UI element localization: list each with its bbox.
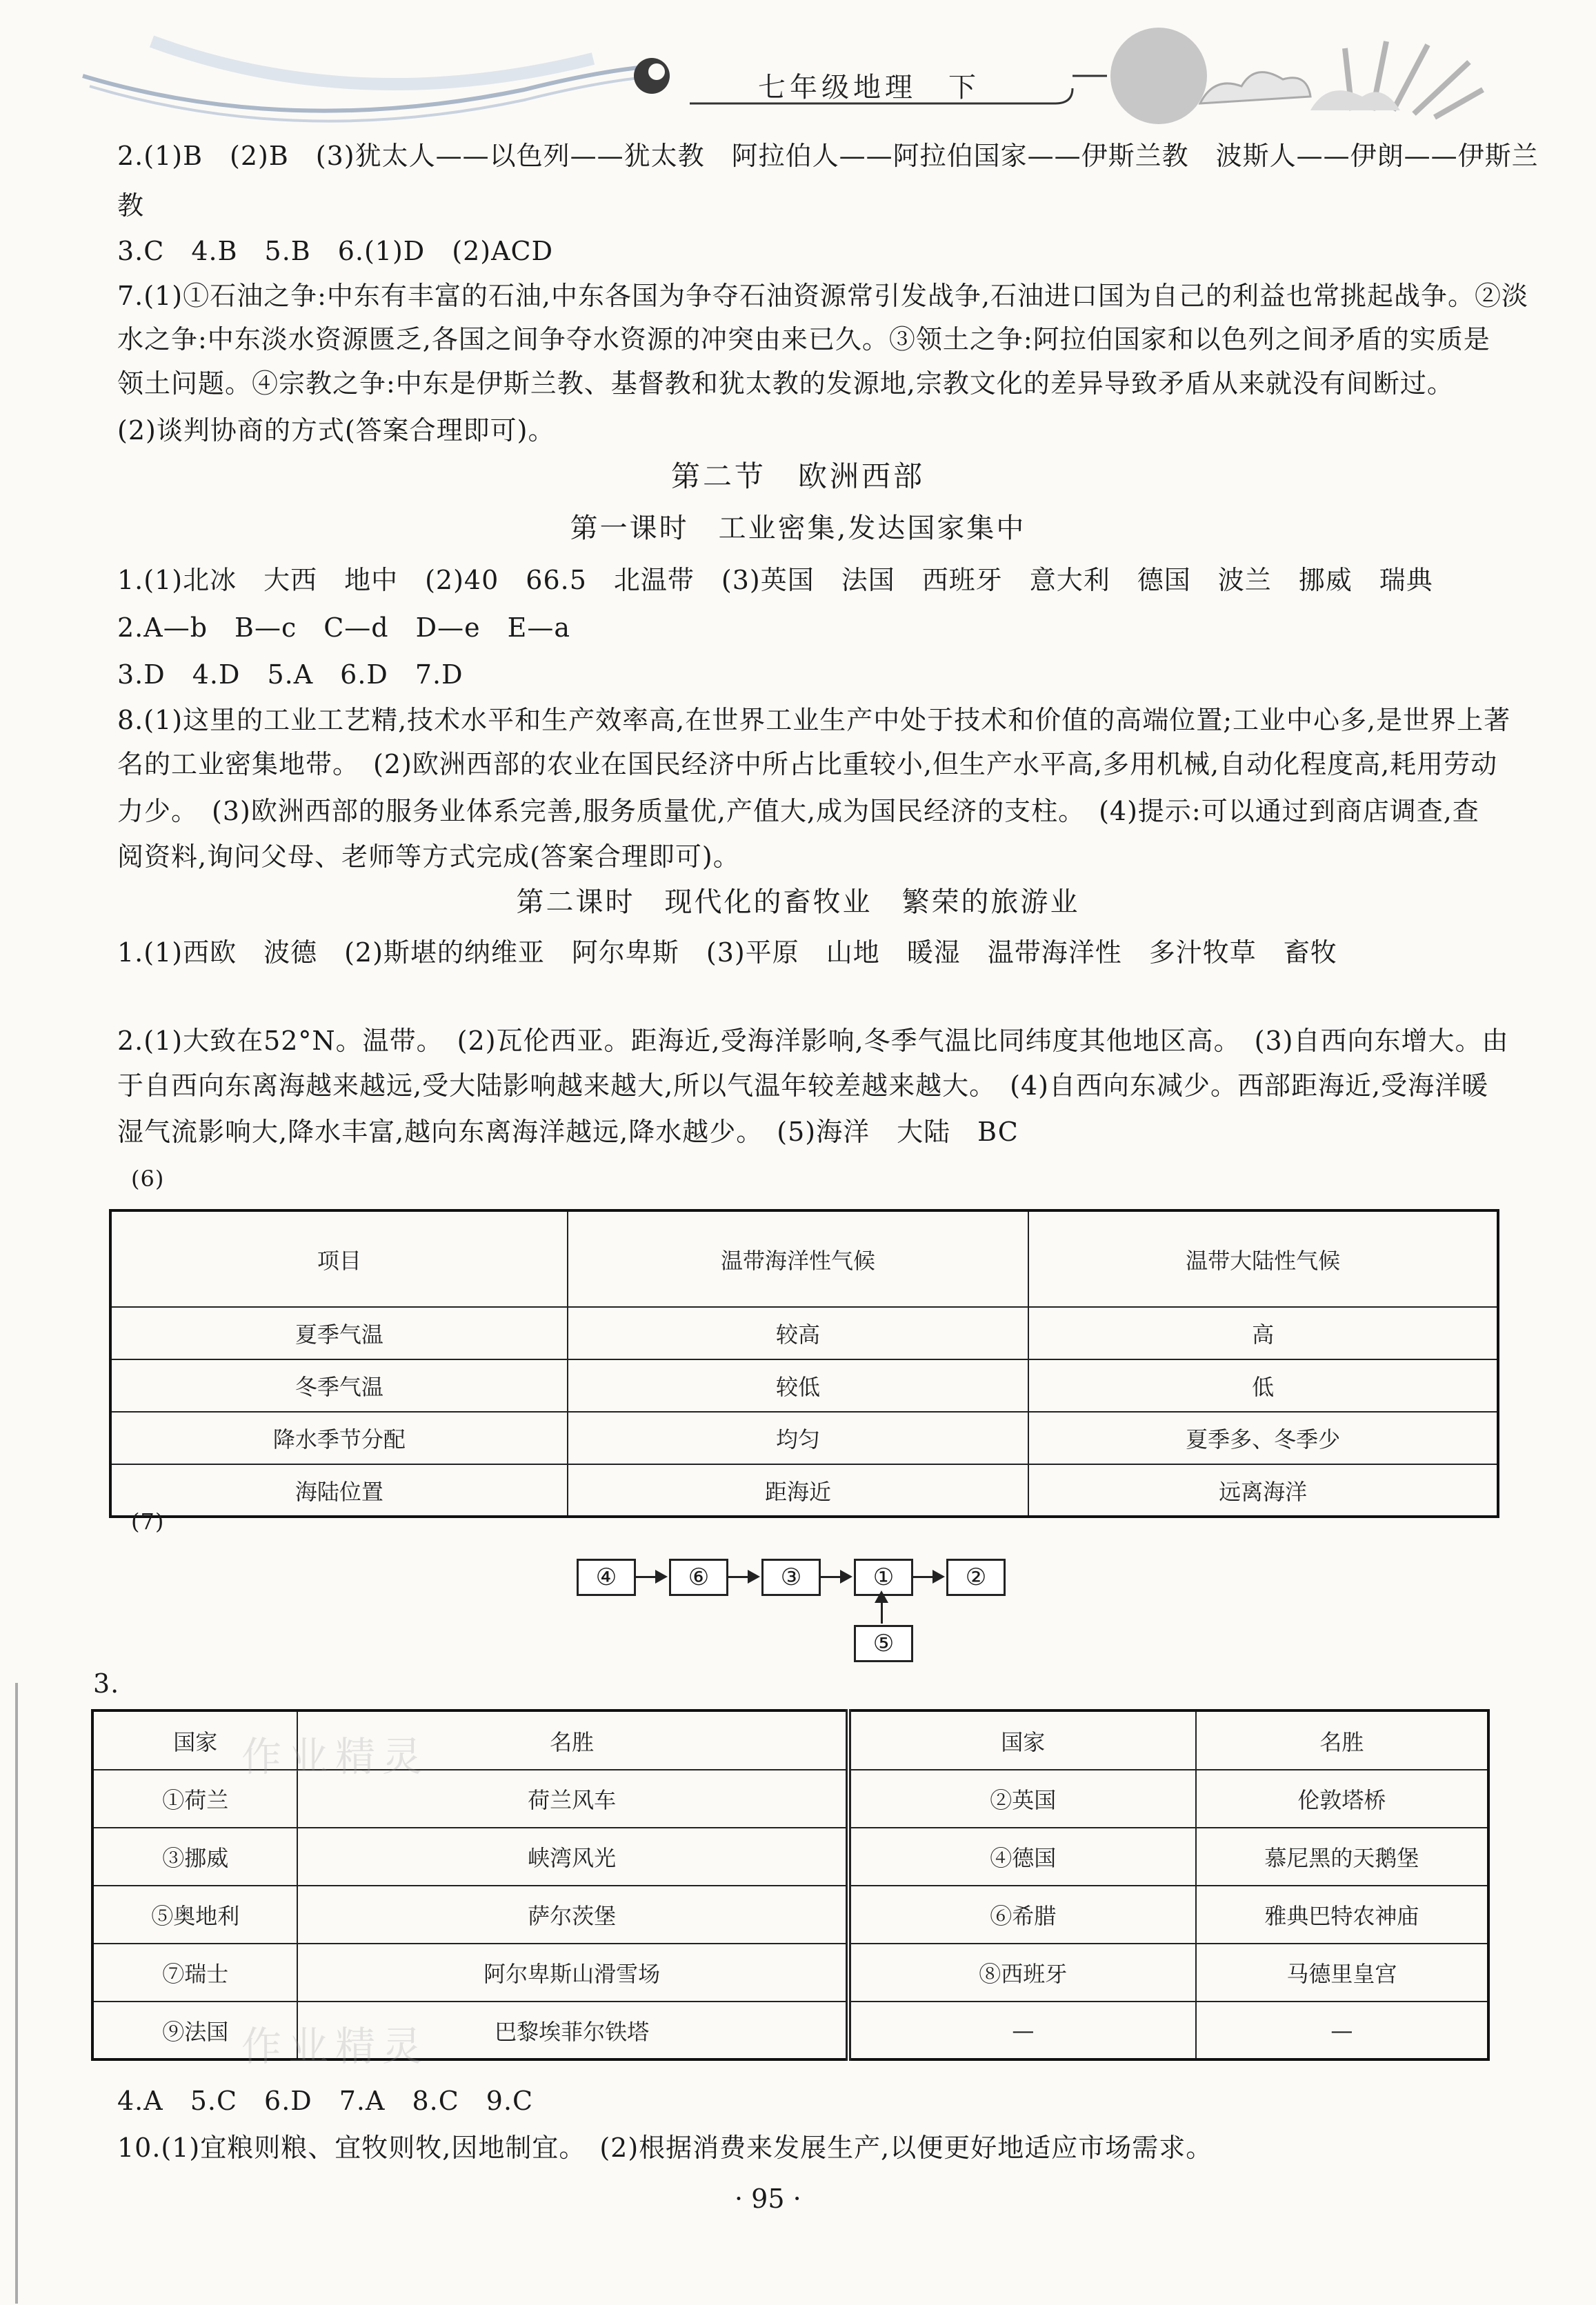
table-cell: 降水季节分配 (110, 1412, 568, 1464)
table-cell: 高 (1028, 1307, 1498, 1359)
table-cell: ⑦瑞士 (92, 1944, 297, 2002)
answer-line: 1.(1)北冰 大西 地中 (2)40 66.5 北温带 (3)英国 法国 西班牙 意大利 德国 波兰 挪威 瑞典 (117, 565, 1433, 595)
table-cell: 马德里皇宫 (1196, 1944, 1488, 2002)
climate-comparison-table (109, 1209, 1499, 1518)
table-header: 国家 (848, 1710, 1196, 1770)
answer-line: 教 (117, 190, 145, 221)
table-header: 温带大陆性气候 (1028, 1210, 1498, 1307)
table-cell: 较高 (568, 1307, 1029, 1359)
table-cell: ⑨法国 (92, 2002, 297, 2059)
flow-box: ⑤ (854, 1625, 913, 1662)
table-cell: 夏季气温 (110, 1307, 568, 1359)
flow-box: ① (854, 1559, 913, 1596)
answer-line: 4.A 5.C 6.D 7.A 8.C 9.C (117, 2086, 534, 2116)
table-cell: — (1196, 2002, 1488, 2059)
answer-line: 湿气流影响大,降水丰富,越向东离海洋越远,降水越少。 (5)海洋 大陆 BC (117, 1117, 1019, 1147)
answer-line: 2.(1)大致在52°N。温带。 (2)瓦伦西亚。距海近,受海洋影响,冬季气温比同纬度其他地区高。 (3)自西向东增大。由 (117, 1026, 1509, 1056)
arrow-right-icon (728, 1576, 757, 1578)
watermark: 作业精灵 (241, 2023, 430, 2070)
table-cell: — (848, 2002, 1196, 2059)
book-title: 七年级地理 下 (758, 72, 980, 103)
table-cell: 均匀 (568, 1412, 1029, 1464)
table-cell: 距海近 (568, 1464, 1029, 1517)
table-cell: ③挪威 (92, 1828, 297, 1886)
table-cell: 峡湾风光 (297, 1828, 848, 1886)
table-cell: 雅典巴特农神庙 (1196, 1886, 1488, 1944)
answer-line: 3.C 4.B 5.B 6.(1)D (2)ACD (117, 236, 554, 266)
table-cell: 夏季多、冬季少 (1028, 1412, 1498, 1464)
table-cell: 慕尼黑的天鹅堡 (1196, 1828, 1488, 1886)
table-cell: 海陆位置 (110, 1464, 568, 1517)
table-cell: ④德国 (848, 1828, 1196, 1886)
page-number: · 95 · (735, 2184, 801, 2214)
answer-line: 领土问题。④宗教之争:中东是伊斯兰教、基督教和犹太教的发源地,宗教文化的差异导致矛盾从来就没有间断过。 (117, 368, 1454, 399)
table-cell: 较低 (568, 1359, 1029, 1412)
answer-line: 8.(1)这里的工业工艺精,技术水平和生产效率高,在世界工业生产中处于技术和价值的高端位置;工业中心多,是世界上著 (117, 705, 1511, 735)
answer-line: 名的工业密集地带。 (2)欧洲西部的农业在国民经济中所占比重较小,但生产水平高,多用机械,自动化程度高,耗用劳动 (117, 749, 1498, 779)
answer-line: 2.(1)B (2)B (3)犹太人——以色列——犹太教 阿拉伯人——阿拉伯国家——伊斯兰教 波斯人——伊朗——伊斯兰 (117, 141, 1539, 171)
table-cell: 阿尔卑斯山滑雪场 (297, 1944, 848, 2002)
arrow-right-icon (636, 1576, 665, 1578)
flow-box: ② (946, 1559, 1006, 1596)
table-cell: ②英国 (848, 1770, 1196, 1828)
answer-line: 水之争:中东淡水资源匮乏,各国之间争夺水资源的冲突由来已久。③领土之争:阿拉伯国家和以色列之间矛盾的实质是 (117, 324, 1490, 355)
answer-line: (2)谈判协商的方式(答案合理即可)。 (117, 415, 555, 446)
table-header: 名胜 (1196, 1710, 1488, 1770)
table-cell: 远离海洋 (1028, 1464, 1498, 1517)
table-header: 温带海洋性气候 (568, 1210, 1029, 1307)
answer-line: 阅资料,询问父母、老师等方式完成(答案合理即可)。 (117, 841, 740, 872)
table-cell: 荷兰风车 (297, 1770, 848, 1828)
table-header: 名胜 (297, 1710, 848, 1770)
table-cell: ⑥希腊 (848, 1886, 1196, 1944)
answer-line: 于自西向东离海越来越远,受大陆影响越来越大,所以气温年较差越来越大。 (4)自西向东减少。西部距海近,受海洋暖 (117, 1070, 1489, 1101)
table-cell: 巴黎埃菲尔铁塔 (297, 2002, 848, 2059)
answer-line: 3.D 4.D 5.A 6.D 7.D (117, 659, 463, 690)
answer-line: 力少。 (3)欧洲西部的服务业体系完善,服务质量优,产值大,成为国民经济的支柱。 (4)提示:可以通过到商店调查,查 (117, 796, 1479, 826)
watermark: 作业精灵 (241, 1733, 430, 1780)
table-cell: ⑤奥地利 (92, 1886, 297, 1944)
arrow-right-icon (821, 1576, 850, 1578)
answer-line: 3. (93, 1668, 120, 1699)
lesson-title: 第二课时 现代化的畜牧业 繁荣的旅游业 (516, 886, 1080, 918)
table-cell: ⑧西班牙 (848, 1944, 1196, 2002)
arrow-up-icon (881, 1599, 883, 1624)
section-title: 第二节 欧洲西部 (670, 459, 925, 493)
flow-box: ③ (761, 1559, 821, 1596)
table-header: 项目 (110, 1210, 568, 1307)
answer-line: 1.(1)西欧 波德 (2)斯堪的纳维亚 阿尔卑斯 (3)平原 山地 暖湿 温带海洋性 多汁牧草 畜牧 (117, 937, 1337, 968)
table-cell: 萨尔茨堡 (297, 1886, 848, 1944)
page-edge-shadow (15, 1683, 18, 2304)
table-cell: ①荷兰 (92, 1770, 297, 1828)
table-cell: 伦敦塔桥 (1196, 1770, 1488, 1828)
answer-line: (7) (131, 1508, 165, 1535)
answer-line: 7.(1)①石油之争:中东有丰富的石油,中东各国为争夺石油资源常引发战争,石油进口国为自己的利益也常挑起战争。②淡 (117, 281, 1529, 311)
flow-box: ④ (577, 1559, 636, 1596)
flow-box: ⑥ (669, 1559, 728, 1596)
answer-line: (6) (131, 1166, 165, 1192)
table-header: 国家 (92, 1710, 297, 1770)
arrow-right-icon (913, 1576, 942, 1578)
answer-line: 2.A—b B—c C—d D—e E—a (117, 612, 570, 643)
answer-line: 10.(1)宜粮则粮、宜牧则牧,因地制宜。 (2)根据消费来发展生产,以便更好地适应市场需求。 (117, 2133, 1213, 2163)
table-cell: 低 (1028, 1359, 1498, 1412)
table-cell: 冬季气温 (110, 1359, 568, 1412)
lesson-title: 第一课时 工业密集,发达国家集中 (570, 512, 1026, 544)
